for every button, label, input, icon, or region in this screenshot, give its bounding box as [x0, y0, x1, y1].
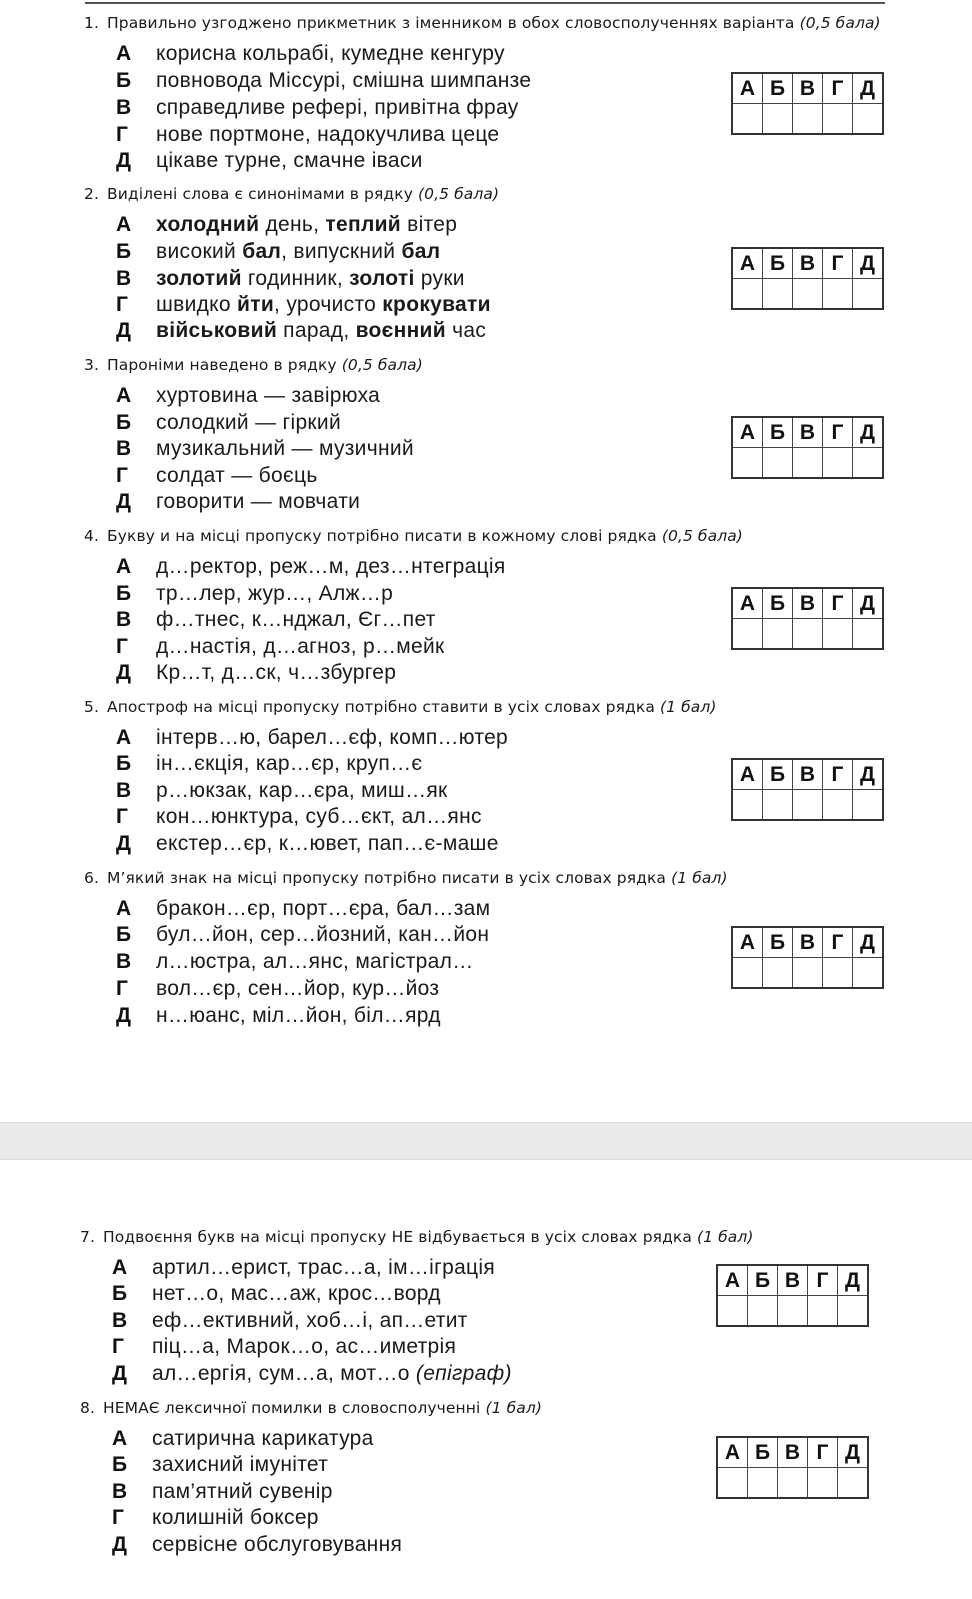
question-heading: 8. НЕМАЄ лексичної помилки в словосполученні (1 бал) — [80, 1399, 542, 1417]
grid-header-letter: Г — [823, 759, 853, 790]
option-e[interactable]: Д військовий парад, воєнний час — [116, 319, 487, 342]
option-b[interactable]: Б нет…о, мас…аж, крос…ворд — [112, 1282, 441, 1305]
grid-header-letter: Г — [823, 73, 853, 104]
option-e[interactable]: Д сервісне обслуговування — [112, 1533, 403, 1556]
grid-header-letter: А — [732, 248, 763, 279]
answer-cell[interactable] — [793, 790, 823, 821]
grid-header-letter: А — [732, 927, 763, 958]
answer-cell[interactable] — [823, 790, 853, 821]
answer-cell[interactable] — [748, 1468, 778, 1499]
option-b[interactable]: Б ін…єкція, кар…єр, круп…є — [116, 752, 423, 775]
grid-header-letter: А — [732, 588, 763, 619]
option-c[interactable]: В музикальний — музичний — [116, 437, 414, 460]
grid-header-letter: В — [793, 927, 823, 958]
grid-header-letter: А — [732, 417, 763, 448]
answer-cell[interactable] — [732, 619, 763, 650]
option-a[interactable]: А інтерв…ю, барел…єф, комп…ютер — [116, 726, 509, 749]
grid-header-letter: Д — [853, 759, 884, 790]
answer-cell[interactable] — [853, 279, 884, 310]
grid-header-letter: Б — [748, 1265, 778, 1296]
grid-header-letter: Д — [838, 1437, 869, 1468]
answer-cell[interactable] — [823, 448, 853, 479]
answer-cell[interactable] — [778, 1468, 808, 1499]
grid-header-letter: Д — [853, 417, 884, 448]
grid-header-letter: Б — [763, 588, 793, 619]
answer-cell[interactable] — [732, 790, 763, 821]
answer-grid — [716, 1264, 869, 1327]
grid-header-letter: Б — [763, 417, 793, 448]
option-b[interactable]: Б повновода Міссурі, смішна шимпанзе — [116, 69, 532, 92]
option-d[interactable]: Г швидко йти, урочисто крокувати — [116, 293, 491, 316]
question-heading: 5. Апостроф на місці пропуску потрібно ставити в усіх словах рядка (1 бал) — [84, 698, 717, 716]
option-c[interactable]: В справедливе рефері, привітна фрау — [116, 96, 519, 119]
answer-cell[interactable] — [838, 1468, 869, 1499]
answer-cell[interactable] — [778, 1296, 808, 1327]
grid-header-letter: Б — [763, 248, 793, 279]
answer-grid — [731, 416, 884, 479]
option-c[interactable]: В ф…тнес, к…нджал, Єг…пет — [116, 608, 436, 631]
question-heading: 1. Правильно узгоджено прикметник з іменником в обох словосполученнях варіанта (0,5 бала) — [84, 14, 881, 32]
option-d[interactable]: Г нове портмоне, надокучлива цеце — [116, 123, 500, 146]
grid-header-letter: А — [732, 73, 763, 104]
option-c[interactable]: В пам’ятний сувенір — [112, 1480, 333, 1503]
option-a[interactable]: А артил…ерист, трас…а, ім…іграція — [112, 1256, 496, 1279]
grid-header-letter: А — [717, 1265, 748, 1296]
grid-header-letter: В — [778, 1437, 808, 1468]
option-c[interactable]: В р…юкзак, кар…єра, миш…як — [116, 779, 448, 802]
answer-cell[interactable] — [763, 279, 793, 310]
grid-header-letter: Г — [823, 417, 853, 448]
option-d[interactable]: Г вол…єр, сен…йор, кур…йоз — [116, 977, 440, 1000]
answer-grid — [731, 926, 884, 989]
answer-cell[interactable] — [853, 958, 884, 989]
answer-cell[interactable] — [732, 958, 763, 989]
top-rule — [85, 2, 885, 4]
option-b[interactable]: Б захисний імунітет — [112, 1453, 329, 1476]
grid-header-letter: Г — [823, 588, 853, 619]
answer-cell[interactable] — [823, 958, 853, 989]
option-a[interactable]: А д…ректор, реж…м, дез…нтеграція — [116, 555, 506, 578]
answer-grid — [716, 1436, 869, 1499]
grid-header-letter: В — [778, 1265, 808, 1296]
answer-cell[interactable] — [808, 1296, 838, 1327]
answer-grid — [731, 587, 884, 650]
option-d[interactable]: Г д…настія, д…агноз, р…мейк — [116, 635, 445, 658]
option-a[interactable]: А сатирична карикатура — [112, 1427, 374, 1450]
answer-cell[interactable] — [763, 619, 793, 650]
grid-header-letter: В — [793, 417, 823, 448]
option-e[interactable]: Д Кр…т, д…ск, ч…збургер — [116, 661, 397, 684]
answer-cell[interactable] — [838, 1296, 869, 1327]
grid-header-letter: Д — [838, 1265, 869, 1296]
grid-header-letter: А — [732, 759, 763, 790]
option-d[interactable]: Г солдат — боєць — [116, 464, 318, 487]
answer-cell[interactable] — [793, 104, 823, 135]
option-a[interactable]: А холодний день, теплий вітер — [116, 213, 458, 236]
answer-cell[interactable] — [793, 619, 823, 650]
answer-cell[interactable] — [793, 448, 823, 479]
grid-header-letter: Д — [853, 73, 884, 104]
grid-header-letter: Г — [823, 248, 853, 279]
grid-header-letter: Д — [853, 248, 884, 279]
grid-header-letter: Б — [748, 1437, 778, 1468]
option-b[interactable]: Б бул…йон, сер…йозний, кан…йон — [116, 923, 490, 946]
option-a[interactable]: А хуртовина — завірюха — [116, 384, 381, 407]
grid-header-letter: В — [793, 248, 823, 279]
answer-cell[interactable] — [763, 104, 793, 135]
answer-cell[interactable] — [853, 619, 884, 650]
answer-cell[interactable] — [717, 1468, 748, 1499]
grid-header-letter: А — [717, 1437, 748, 1468]
option-e[interactable]: Д екстер…єр, к…ювет, пап…є-маше — [116, 832, 499, 855]
answer-cell[interactable] — [717, 1296, 748, 1327]
question-heading: 2. Виділені слова є синонімами в рядку (0,5 бала) — [84, 185, 500, 203]
grid-header-letter: Г — [808, 1265, 838, 1296]
answer-cell[interactable] — [732, 279, 763, 310]
answer-cell[interactable] — [793, 279, 823, 310]
grid-header-letter: В — [793, 759, 823, 790]
answer-cell[interactable] — [793, 958, 823, 989]
option-e[interactable]: Д говорити — мовчати — [116, 490, 361, 513]
question-heading: 7. Подвоєння букв на місці пропуску НЕ відбувається в усіх словах рядка (1 бал) — [80, 1228, 754, 1246]
grid-header-letter: Б — [763, 759, 793, 790]
page-break — [0, 1122, 972, 1160]
option-e[interactable]: Д цікаве турне, смачне іваси — [116, 149, 423, 172]
option-a[interactable]: А бракон…єр, порт…єра, бал…зам — [116, 897, 491, 920]
answer-cell[interactable] — [763, 958, 793, 989]
answer-cell[interactable] — [823, 279, 853, 310]
option-d[interactable]: Г колишній боксер — [112, 1506, 319, 1529]
question-heading: 4. Букву и на місці пропуску потрібно писати в кожному слові рядка (0,5 бала) — [84, 527, 743, 545]
answer-cell[interactable] — [808, 1468, 838, 1499]
grid-header-letter: Г — [808, 1437, 838, 1468]
option-e[interactable]: Д н…юанс, міл…йон, біл…ярд — [116, 1004, 441, 1027]
option-d[interactable]: Г піц…а, Марок…о, ас…иметрія — [112, 1335, 457, 1358]
option-c[interactable]: В золотий годинник, золоті руки — [116, 267, 465, 290]
answer-grid — [731, 247, 884, 310]
answer-cell[interactable] — [823, 619, 853, 650]
option-b[interactable]: Б тр…лер, жур…, Алж…р — [116, 582, 394, 605]
grid-header-letter: Д — [853, 927, 884, 958]
answer-cell[interactable] — [853, 790, 884, 821]
grid-header-letter: В — [793, 588, 823, 619]
option-b[interactable]: Б високий бал, випускний бал — [116, 240, 441, 263]
answer-cell[interactable] — [732, 104, 763, 135]
answer-grid — [731, 72, 884, 135]
grid-header-letter: Г — [823, 927, 853, 958]
answer-cell[interactable] — [763, 448, 793, 479]
question-heading: 6. М’який знак на місці пропуску потрібно писати в усіх словах рядка (1 бал) — [84, 869, 728, 887]
option-a[interactable]: А корисна кольрабі, кумедне кенгуру — [116, 42, 505, 65]
grid-header-letter: Б — [763, 73, 793, 104]
option-d[interactable]: Г кон…юнктура, суб…єкт, ал…янс — [116, 805, 482, 828]
answer-cell[interactable] — [732, 448, 763, 479]
answer-grid — [731, 758, 884, 821]
option-c[interactable]: В л…юстра, ал…янс, магістрал… — [116, 950, 474, 973]
grid-header-letter: В — [793, 73, 823, 104]
answer-cell[interactable] — [763, 790, 793, 821]
question-heading: 3. Пароніми наведено в рядку (0,5 бала) — [84, 356, 423, 374]
option-e[interactable]: Д ал…ергія, сум…а, мот…о (епіграф) — [112, 1362, 512, 1385]
grid-header-letter: Б — [763, 927, 793, 958]
answer-cell[interactable] — [823, 104, 853, 135]
grid-header-letter: Д — [853, 588, 884, 619]
answer-cell[interactable] — [748, 1296, 778, 1327]
answer-cell[interactable] — [853, 448, 884, 479]
option-b[interactable]: Б солодкий — гіркий — [116, 411, 341, 434]
option-c[interactable]: В еф…ективний, хоб…і, ап…етит — [112, 1309, 468, 1332]
answer-cell[interactable] — [853, 104, 884, 135]
